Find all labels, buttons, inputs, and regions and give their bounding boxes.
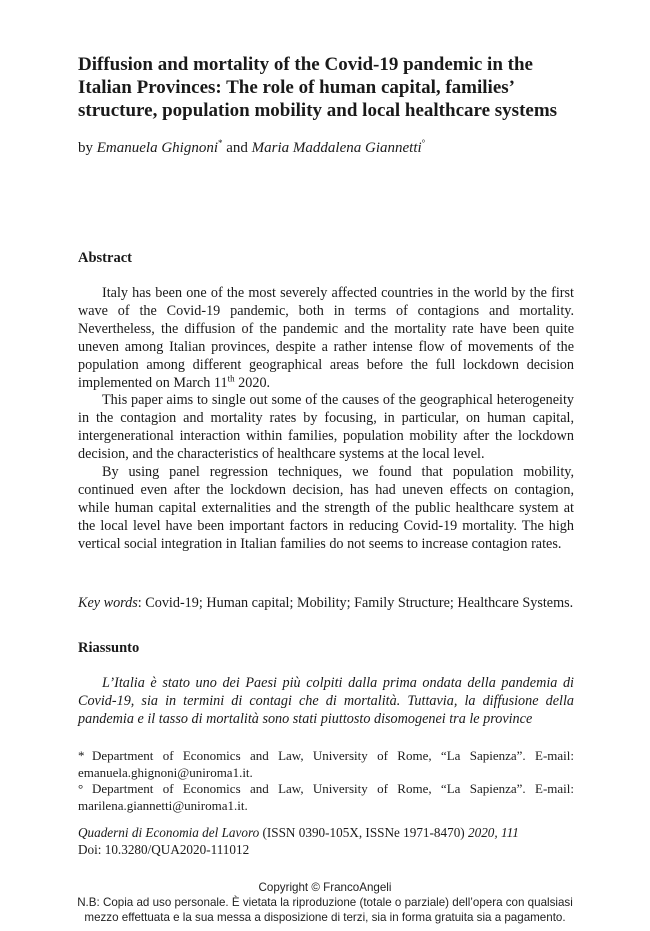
- author-line: [78, 138, 425, 158]
- abstract-p1-superscript: th: [227, 372, 235, 383]
- footnotes: [78, 748, 574, 814]
- footnote-2-text: Department of Economics and Law, University of Rome, “La Sapienza”. E-mail: marilena.giannetti@uniroma1.it.: [78, 781, 574, 813]
- author-2-footnote-mark: °: [421, 138, 426, 148]
- copyright-line-1: Copyright © FrancoAngeli: [258, 881, 392, 894]
- footnote-2: [78, 781, 574, 814]
- copyright-notice: [0, 880, 650, 925]
- abstract-body: [78, 285, 574, 554]
- journal-citation: [78, 824, 578, 841]
- footnote-1-mark: *: [78, 748, 85, 763]
- abstract-heading: Abstract: [78, 250, 132, 266]
- abstract-p1-end: 2020.: [234, 374, 271, 391]
- paper-title: Diffusion and mortality of the Covid-19 pandemic in the Italian Provinces: The role of human capital, families’ structure, population mobility and local healthcare systems: [78, 54, 558, 121]
- keywords-label: Key words: [78, 595, 138, 611]
- footnote-2-mark: °: [78, 781, 84, 797]
- riassunto-heading: Riassunto: [78, 640, 140, 656]
- footnote-1-text: Department of Economics and Law, University of Rome, “La Sapienza”. E-mail: emanuela.ghignoni@uniroma1.it.: [78, 748, 574, 780]
- abstract-paragraph-1: [78, 285, 574, 392]
- riassunto-body: [78, 675, 574, 729]
- author-2: Maria Maddalena Giannetti: [251, 140, 422, 156]
- copyright-line-3: mezzo effettuata e la sua messa a disposizione di terzi, sia in forma gratuita sia a pagamento.: [84, 911, 566, 924]
- author-connector: and: [222, 140, 252, 156]
- abstract-paragraph-3: By using panel regression techniques, we found that population mobility, continued even after the lockdown decision, has had uneven effects on contagion, while human capital externalities and the strength of the public healthcare system at the local level have been important factors in reducing Covid-19 mortality. The high vertical social integration in Italian families do not seems to increase contagion rates.: [78, 464, 574, 552]
- copyright-line-2: N.B: Copia ad uso personale. È vietata la riproduzione (totale o parziale) dell’opera con qualsiasi: [77, 896, 573, 909]
- author-1: Emanuela Ghignoni: [96, 140, 218, 156]
- riassunto-paragraph-1: L’Italia è stato uno dei Paesi più colpiti dalla prima ondata della pandemia di Covid-19, sia in termini di contagi che di mortalità. Tuttavia, la diffusione della pandemia e il tasso di mortalità sono stati piuttosto disomogenei tra le province: [78, 675, 574, 727]
- journal-info: [78, 824, 578, 858]
- keywords-line: [78, 594, 578, 612]
- footnote-1: [78, 748, 574, 781]
- journal-year-issue: 2020, 111: [468, 825, 519, 840]
- author-1-footnote-mark: *: [218, 138, 223, 148]
- journal-doi: Doi: 10.3280/QUA2020-111012: [78, 842, 250, 857]
- journal-issn: (ISSN 0390-105X, ISSNe 1971-8470): [259, 825, 468, 840]
- keywords-text: : Covid-19; Human capital; Mobility; Family Structure; Healthcare Systems.: [137, 595, 574, 611]
- abstract-paragraph-2: This paper aims to single out some of the causes of the geographical heterogeneity in the contagion and mortality rates by focusing, in particular, on human capital, intergenerational interaction within families, population mobility after the lockdown decision, and the characteristics of healthcare systems at the local level.: [78, 392, 574, 463]
- abstract-p1-text: Italy has been one of the most severely affected countries in the world by the first wave of the Covid-19 pandemic, both in terms of contagions and mortality. Nevertheless, the diffusion of the pandemic and the mortality rate have been quite uneven among Italian provinces, despite a rather intense flow of movements of the population among different geographical areas before the full lockdown decision implemented on March 11: [78, 285, 574, 391]
- journal-name: Quaderni di Economia del Lavoro: [78, 825, 260, 840]
- author-prefix: by: [78, 140, 97, 156]
